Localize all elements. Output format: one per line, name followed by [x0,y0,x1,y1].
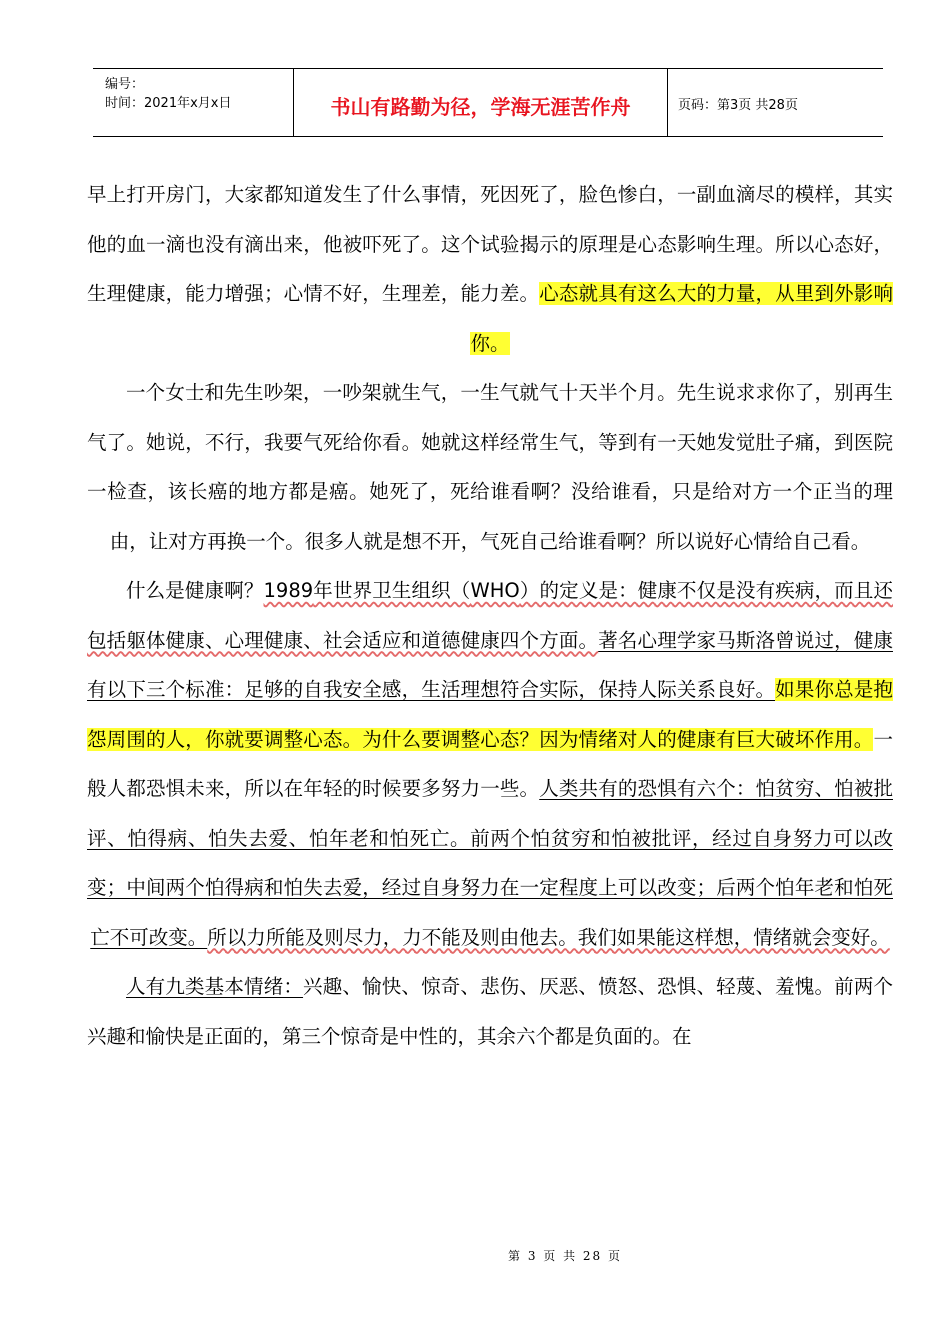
p3-highlight: 如果你总是抱怨周围的人，你就要调整心态。为什么要调整心态？因为情绪对人的健康有巨大破坏作用。 [87,678,893,751]
p3-year: 1989 [263,579,314,602]
document-number-label: 编号： [105,77,145,92]
p3-text-f: 一般人都恐惧未来，所以在年轻的时候要多努力一些。 [87,727,893,800]
footer-page-number: 第 3 页 共 28 页 [508,1249,622,1263]
paragraph-1 [87,170,893,368]
header-motto: 书山有路勤为径，学海无涯苦作舟 [330,95,631,119]
header-page-number: 页码：第3页 共28页 [678,98,798,113]
p1-highlight: 心态就具有这么大的力量，从里到外影响你。 [470,282,893,355]
document-body [87,170,893,1061]
p3-text-h: 所以力所能及则尽力，力不能及则由他去。我们如果能这样想，情绪就会变好。 [207,925,890,949]
p2-text: 一个女士和先生吵架，一吵架就生气，一生气就气十天半个月。先生说求求你了，别再生气了。她说，不行，我要气死给你看。她就这样经常生气，等到有一天她发觉肚子痛，到医院一检查，该长癌的地方都是癌。她死了，死给谁看啊？没给谁看，只是给对方一个正当的理由，让对方再换一个。很多人就是想不开，气死自己给谁看啊？所以说好心情给自己看。 [87,381,893,553]
p3-text-b: 年世界卫生组织（ [313,579,471,602]
p4-text: 兴趣、愉快、惊奇、悲伤、厌恶、愤怒、恐惧、轻蔑、羞愧。前两个兴趣和愉快是正面的，第三个惊奇是中性的，其余六个都是负面的。在 [87,975,893,1048]
document-time-label: 时间：2021年x月x日 [105,96,232,111]
page-header [93,68,883,137]
header-page-cell [668,69,883,136]
p4-emotions-heading: 人有九类基本情绪： [126,975,304,998]
paragraph-3 [87,566,893,962]
paragraph-2 [87,368,893,566]
page-footer [0,1247,950,1264]
p3-maslow: 著名心理学家马斯洛曾说过，健康有以下三个标准：足够的自我安全感，生活理想符合实际，保持人际关系良好。 [87,628,893,701]
p3-text-a: 什么是健康啊？ [126,579,264,602]
p3-who: WHO [470,579,520,602]
p3-text-c: ）的定义是：健康不仅是没有疾病，而且还包括躯体健康、心理健康、社会适应和道德健康四个方面。 [87,579,893,652]
header-motto-cell [294,69,668,136]
p3-fears: 人类共有的恐惧有六个：怕贫穷、怕被批评、怕得病、怕失去爱、怕年老和怕死亡。前两个怕贫穷和怕被批评，经过自身努力可以改变；中间两个怕得病和怕失去爱，经过自身努力在一定程度上可以改变；后两个怕年老和怕死亡不可改变。 [87,777,893,949]
p1-text: 早上打开房门，大家都知道发生了什么事情，死因死了，脸色惨白，一副血滴尽的模样，其实他的血一滴也没有滴出来，他被吓死了。这个试验揭示的原理是心态影响生理。所以心态好，生理健康，能力增强；心情不好，生理差，能力差。 [87,183,893,305]
header-meta-cell [93,69,294,136]
paragraph-4 [87,962,893,1061]
